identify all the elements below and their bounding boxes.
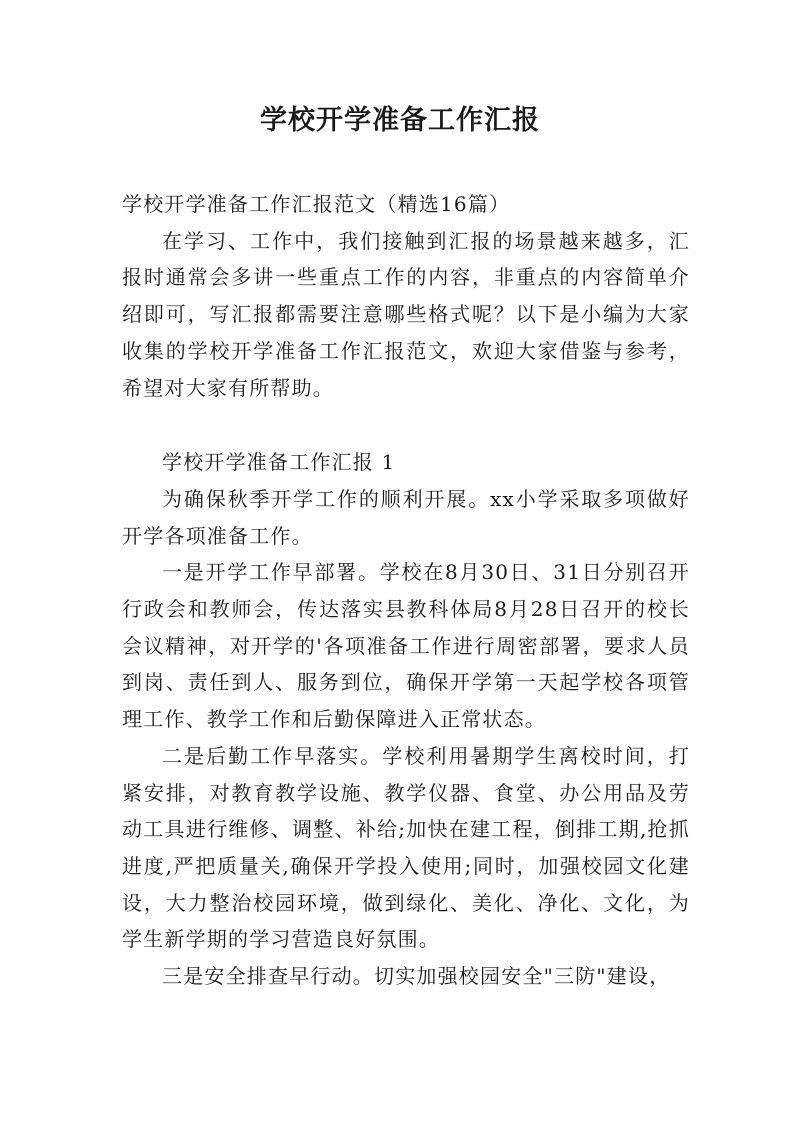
document-body <box>122 186 690 995</box>
paragraph: 二是后勤工作早落实。学校利用暑期学生离校时间，打紧安排，对教育教学设施、教学仪器、食堂、办公用品及劳动工具进行维修、调整、补给;加快在建工程，倒排工期,抢抓进度,严把质量关,确保开学投入使用;同时，加强校园文化建设，大力整治校园环境，做到绿化、美化、净化、文化，为学生新学期的学习营造良好氛围。 <box>122 743 690 952</box>
document-subtitle: 学校开学准备工作汇报范文（精选16篇） <box>122 192 511 216</box>
paragraph: 三是安全排查早行动。切实加强校园安全"三防"建设， <box>162 964 671 989</box>
page-title: 学校开学准备工作汇报 <box>260 105 540 136</box>
intro-paragraph: 在学习、工作中，我们接触到汇报的场景越来越多，汇报时通常会多讲一些重点工作的内容，非重点的内容简单介绍即可，写汇报都需要注意哪些格式呢？以下是小编为大家收集的学校开学准备工作汇报范文，欢迎大家借鉴与参考，希望对大家有所帮助。 <box>122 228 690 400</box>
paragraph: 一是开学工作早部署。学校在8月30日、31日分别召开行政会和教师会，传达落实县教科体局8月28日召开的校长会议精神，对开学的'各项准备工作进行周密部署，要求人员到岗、责任到人、服务到位，确保开学第一天起学校各项管理工作、教学工作和后勤保障进入正常状态。 <box>122 560 690 732</box>
paragraph: 为确保秋季开学工作的顺利开展。xx小学采取多项做好开学各项准备工作。 <box>122 486 690 548</box>
section-heading: 学校开学准备工作汇报 1 <box>162 450 396 475</box>
